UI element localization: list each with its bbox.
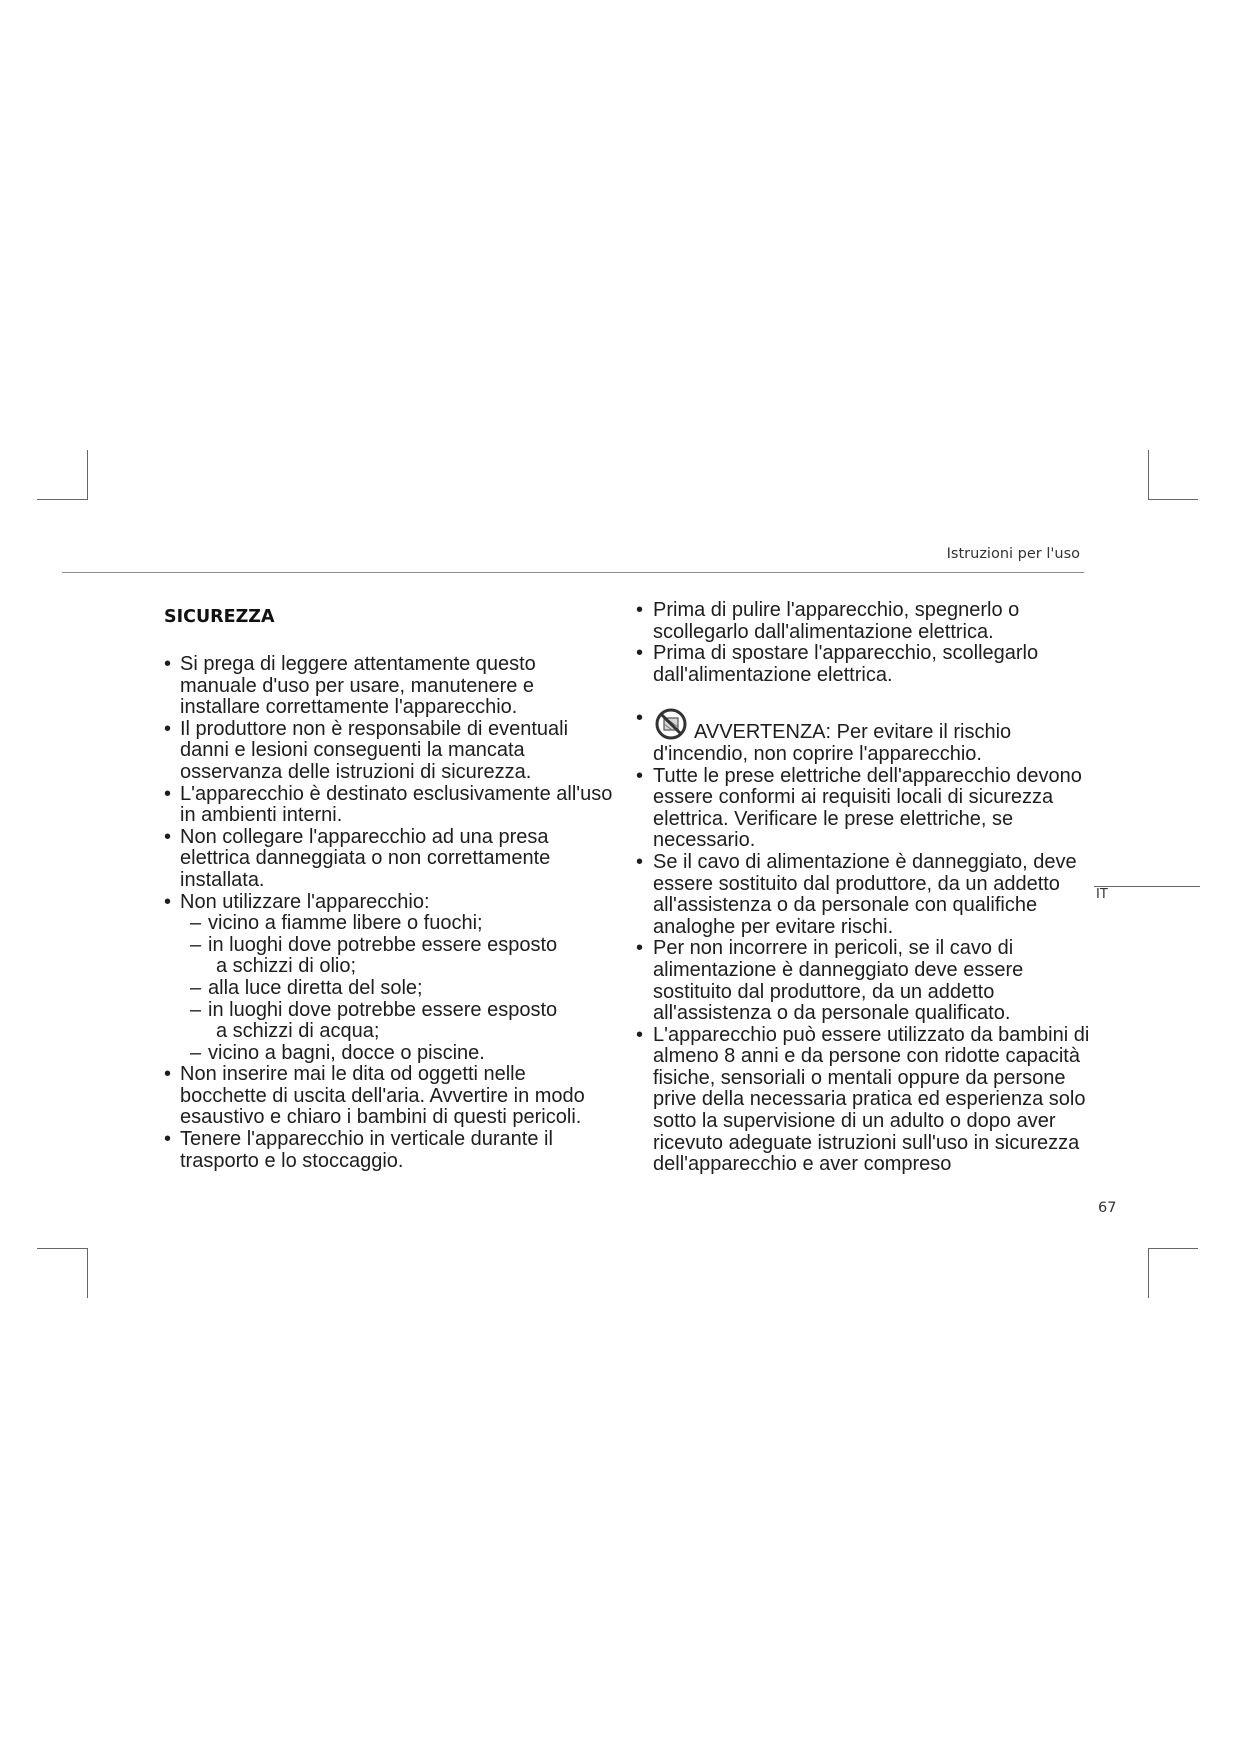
crop-mark-bottom-right-h <box>1148 1248 1198 1249</box>
sub-list-item: – alla luce diretta del sole; <box>190 978 614 1000</box>
safety-list-right <box>636 600 1091 1176</box>
list-item: • Si prega di leggere attentamente questo manuale d'uso per usare, manutenere e installare correttamente l'apparecchio. <box>164 654 614 719</box>
crop-mark-top-left-h <box>37 499 87 500</box>
list-item: • Prima di spostare l'apparecchio, scollegarlo dall'alimentazione elettrica. <box>636 643 1091 686</box>
warning-list-item <box>636 708 1091 765</box>
list-item-label: Non utilizzare l'apparecchio: <box>180 890 430 913</box>
sub-list-item-line: – in luoghi dove potrebbe essere esposto <box>208 933 558 956</box>
list-item: • L'apparecchio è destinato esclusivamente all'uso in ambienti interni. <box>164 784 614 827</box>
safety-list-left <box>164 654 614 1172</box>
page-number: 67 <box>1098 1200 1117 1216</box>
list-item <box>164 892 614 1065</box>
sub-list-item-continuation: a schizzi di olio; <box>216 955 357 978</box>
running-header: Istruzioni per l'uso <box>946 546 1080 562</box>
list-item: • Tenere l'apparecchio in verticale durante il trasporto e lo stoccaggio. <box>164 1129 614 1172</box>
list-item: • L'apparecchio può essere utilizzato da bambini di almeno 8 anni e da persone con ridotte capacità fisiche, sensoriali o mentali oppure da persone prive della necessaria pratica ed esperienza solo sotto la supervisione di un adulto o dopo aver ricevuto adeguate istruzioni sull'uso in sicurezza dell'apparecchio e aver compreso <box>636 1025 1091 1176</box>
left-column <box>164 606 614 1172</box>
language-tab-rule <box>1094 886 1200 887</box>
sub-list-item <box>190 1000 614 1022</box>
warning-text: AVVERTENZA: Per evitare il rischio d'incendio, non coprire l'apparecchio. <box>653 721 1012 765</box>
list-item: • Se il cavo di alimentazione è danneggiato, deve essere sostituito dal produttore, da un addetto all'assistenza o da personale con qualifiche analoghe per evitare rischi. <box>636 852 1091 938</box>
language-label: IT <box>1096 887 1108 902</box>
crop-mark-bottom-left-h <box>37 1248 87 1249</box>
header-rule <box>62 572 1084 573</box>
section-title: SICUREZZA <box>164 607 275 627</box>
list-item: • Il produttore non è responsabile di eventuali danni e lesioni conseguenti la mancata osservanza delle istruzioni di sicurezza. <box>164 719 614 784</box>
crop-mark-top-left-v <box>87 450 88 500</box>
list-item: • Per non incorrere in pericoli, se il cavo di alimentazione è danneggiato deve essere sostituito dal produttore, da un addetto all'assistenza o da personale qualificato. <box>636 938 1091 1024</box>
sub-list-item <box>190 935 614 957</box>
sub-list-item: – vicino a bagni, docce o piscine. <box>190 1043 614 1065</box>
list-item: • Non collegare l'apparecchio ad una presa elettrica danneggiata o non correttamente installata. <box>164 827 614 892</box>
sub-list-item-continuation: a schizzi di acqua; <box>216 1020 380 1043</box>
crop-mark-top-right-v <box>1148 450 1149 500</box>
do-not-cover-icon <box>653 708 691 742</box>
sub-list-item: – vicino a fiamme libere o fuochi; <box>190 913 614 935</box>
sub-list-item-line: – in luoghi dove potrebbe essere esposto <box>208 998 558 1021</box>
right-column <box>636 600 1091 1176</box>
list-item: • Prima di pulire l'apparecchio, spegnerlo o scollegarlo dall'alimentazione elettrica. <box>636 600 1091 643</box>
list-item: • Tutte le prese elettriche dell'apparecchio devono essere conformi ai requisiti locali di sicurezza elettrica. Verificare le prese elettriche, se necessario. <box>636 766 1091 852</box>
list-item: • Non inserire mai le dita od oggetti nelle bocchette di uscita dell'aria. Avvertire in modo esaustivo e chiaro i bambini di questi pericoli. <box>164 1064 614 1129</box>
crop-mark-top-right-h <box>1148 499 1198 500</box>
crop-mark-bottom-left-v <box>87 1248 88 1298</box>
crop-mark-bottom-right-v <box>1148 1248 1149 1298</box>
